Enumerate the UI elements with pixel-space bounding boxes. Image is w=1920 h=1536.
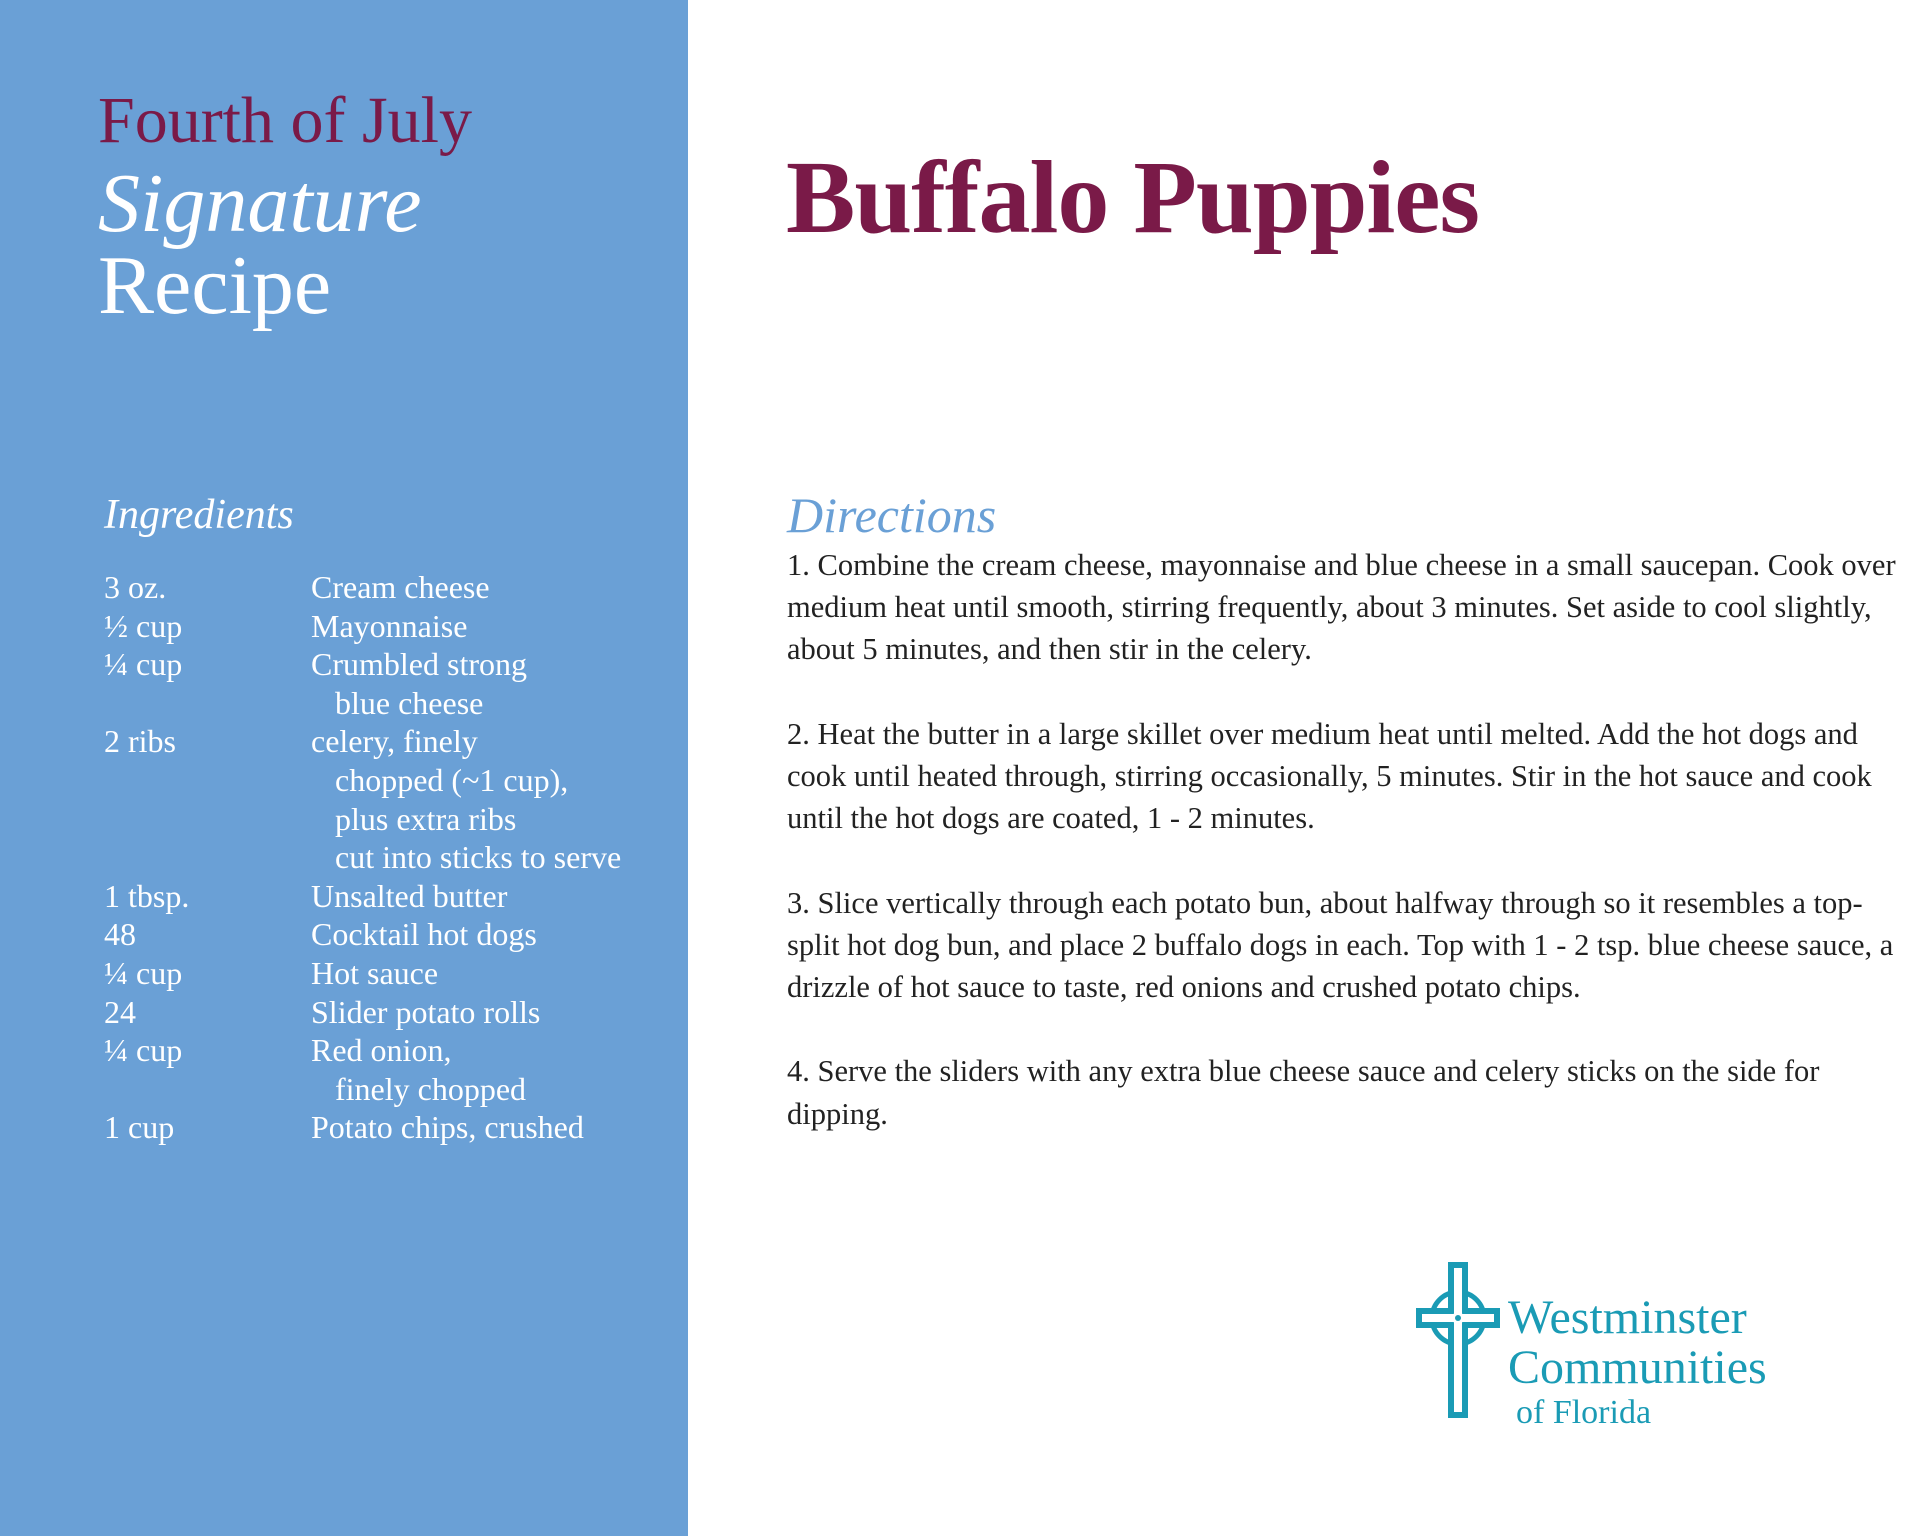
logo-text — [1508, 1291, 1767, 1431]
ingredients-heading: Ingredients — [104, 492, 294, 538]
recipe-title: Buffalo Puppies — [786, 140, 1479, 255]
sidebar-panel — [0, 0, 688, 1536]
ingredient-description — [311, 1108, 674, 1147]
ingredient-quantity: 24 — [104, 993, 136, 1030]
ingredient-quantity: 1 cup — [104, 1109, 175, 1146]
ingredient-description — [311, 1031, 674, 1108]
directions-heading: Directions — [787, 487, 997, 543]
ingredient-description — [311, 915, 674, 954]
ingredients-list — [104, 568, 674, 1147]
ingredient-description — [311, 722, 674, 876]
ingredient-quantity: 48 — [104, 916, 136, 953]
ingredient-description — [311, 607, 674, 646]
logo-line-westminster: Westminster — [1508, 1291, 1747, 1344]
celtic-cross-icon — [1408, 1254, 1508, 1424]
logo-line-of-florida: of Florida — [1516, 1394, 1652, 1431]
ingredient-name-continuation: plus extra ribs — [335, 800, 517, 837]
ingredient-name-continuation: blue cheese — [335, 684, 484, 721]
ingredient-quantity: ¼ cup — [104, 954, 183, 991]
ingredient-name-continuation: cut into sticks to serve — [335, 839, 622, 876]
ingredient-name: Mayonnaise — [311, 607, 468, 644]
ingredient-description — [311, 568, 674, 607]
ingredient-row — [104, 993, 674, 1032]
brand-line-fourth-of-july: Fourth of July — [98, 84, 473, 157]
ingredient-quantity: ½ cup — [104, 607, 183, 644]
ingredient-name: Unsalted butter — [311, 877, 508, 914]
ingredient-name: Cream cheese — [311, 569, 490, 605]
ingredient-row — [104, 1031, 674, 1108]
ingredient-quantity: 2 ribs — [104, 723, 176, 760]
ingredient-quantity: 3 oz. — [104, 569, 167, 605]
ingredient-row — [104, 954, 674, 993]
ingredient-description — [311, 993, 674, 1032]
ingredient-description — [311, 954, 674, 993]
direction-step: 1. Combine the cream cheese, mayonnaise and blue cheese in a small saucepan. Cook over medium heat until smooth, stirring frequently, about 3 minutes. Set aside to cool slightly, about 5 minutes, and then stir in the celery. — [787, 548, 1896, 667]
ingredient-description — [311, 645, 674, 722]
brand-line-recipe: Recipe — [98, 239, 332, 332]
ingredient-name: Slider potato rolls — [311, 993, 541, 1030]
ingredient-name-continuation: finely chopped — [335, 1070, 527, 1107]
ingredient-name-continuation: chopped (~1 cup), — [335, 761, 569, 798]
ingredient-row — [104, 645, 674, 722]
ingredient-name: Hot sauce — [311, 954, 439, 991]
direction-step: 2. Heat the butter in a large skillet over medium heat until melted. Add the hot dogs and cook until heated through, stirring occasionally, 5 minutes. Stir in the hot sauce and cook until the hot dogs are coated, 1 - 2 minutes. — [787, 716, 1872, 836]
westminster-logo — [1408, 1254, 1818, 1431]
ingredient-name: celery, finely — [311, 723, 478, 760]
ingredient-name: Crumbled strong — [311, 646, 527, 683]
logo-line-communities: Communities — [1508, 1341, 1767, 1394]
ingredient-quantity: ¼ cup — [104, 646, 183, 683]
ingredient-quantity: ¼ cup — [104, 1032, 183, 1069]
ingredient-name: Cocktail hot dogs — [311, 916, 537, 953]
ingredient-description — [311, 877, 674, 916]
direction-step: 4. Serve the sliders with any extra blue cheese sauce and celery sticks on the side for dipping. — [787, 1054, 1820, 1131]
directions-body — [787, 544, 1897, 1177]
ingredient-name: Red onion, — [311, 1032, 452, 1069]
ingredient-name: Potato chips, crushed — [311, 1109, 584, 1146]
ingredient-row — [104, 877, 674, 916]
ingredient-row — [104, 568, 674, 607]
ingredient-row — [104, 915, 674, 954]
ingredient-row — [104, 1108, 674, 1147]
direction-step: 3. Slice vertically through each potato bun, about halfway through so it resembles a top-split hot dog bun, and place 2 buffalo dogs in each. Top with 1 - 2 tsp. blue cheese sauce, a drizzle of hot sauce to taste, red onions and crushed potato chips. — [787, 885, 1894, 1004]
ingredient-row — [104, 722, 674, 876]
ingredient-row — [104, 607, 674, 646]
ingredient-quantity: 1 tbsp. — [104, 877, 190, 914]
brand-line-signature: Signature — [98, 157, 422, 250]
